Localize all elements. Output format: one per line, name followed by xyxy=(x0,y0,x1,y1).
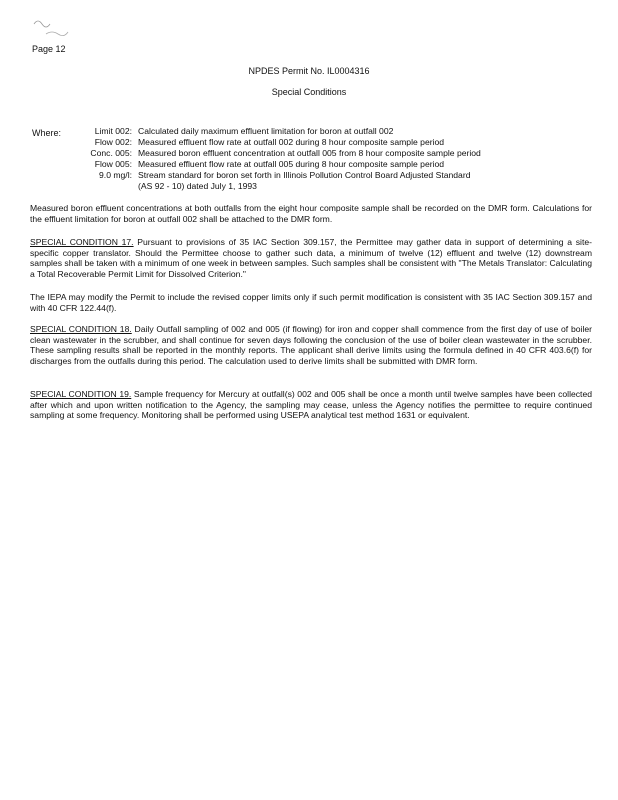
condition-label: SPECIAL CONDITION 19. xyxy=(30,389,132,399)
permit-modification-paragraph: The IEPA may modify the Permit to include the revised copper limits only if such permit modification is consistent with 35 IAC Section 309.157 and with 40 CFR 122.44(f). xyxy=(30,292,592,313)
definition-item-continuation xyxy=(78,181,548,192)
condition-text: Sample frequency for Mercury at outfall(s) 002 and 005 shall be once a month until twelve samples have been collected after which and upon written notification to the Agency, the sampling may cease, unless the Agency notifies the permittee to require continued sampling at some frequency. Monitoring shall be performed using USEPA analytical test method 1631 or equivalent. xyxy=(30,389,593,421)
condition-label: SPECIAL CONDITION 17. xyxy=(30,237,134,247)
definition-description: Calculated daily maximum effluent limitation for boron at outfall 002 xyxy=(138,126,394,136)
definition-item xyxy=(78,126,548,137)
special-condition-18 xyxy=(30,324,592,366)
where-label: Where: xyxy=(32,128,62,138)
definitions-list xyxy=(78,126,548,192)
definition-description: Measured effluent flow rate at outfall 002 during 8 hour composite sample period xyxy=(138,137,445,147)
special-condition-17 xyxy=(30,237,592,279)
definition-description: Measured effluent flow rate at outfall 005 during 8 hour composite sample period xyxy=(138,159,445,169)
definition-item xyxy=(78,159,548,170)
section-heading: Special Conditions xyxy=(271,87,347,97)
condition-label: SPECIAL CONDITION 18. xyxy=(30,324,132,334)
definition-term: Flow 005: xyxy=(94,159,132,169)
page-number: Page 12 xyxy=(32,44,66,54)
permit-number-heading: NPDES Permit No. IL0004316 xyxy=(248,66,370,76)
condition-text: Pursuant to provisions of 35 IAC Section 309.157, the Permittee may gather data in support of determining a site-specific copper translator. Should the Permittee choose to gather such data, a minimum of twelve (12) effluent and twelve (12) downstream samples shall be taken with a minimum of one week in between samples. Such samples shall be consistent with "The Metals Translator: Calculating a Total Recoverable Permit Limit for Dissolved Criterion." xyxy=(30,237,592,279)
definition-term: Conc. 005: xyxy=(90,148,132,158)
special-condition-19 xyxy=(30,389,592,421)
definition-description: Stream standard for boron set forth in Illinois Pollution Control Board Adjusted Standard xyxy=(138,170,471,180)
definition-term: Flow 002: xyxy=(94,137,132,147)
definition-item xyxy=(78,170,548,181)
boron-reporting-paragraph: Measured boron effluent concentrations at both outfalls from the eight hour composite sample shall be recorded on the DMR form. Calculations for the effluent limitation for boron at outfall 002 shall be attached to the DMR form. xyxy=(30,203,592,224)
definition-item xyxy=(78,137,548,148)
definition-term: Limit 002: xyxy=(94,126,132,136)
handwritten-mark xyxy=(32,14,92,40)
definition-description: (AS 92 - 10) dated July 1, 1993 xyxy=(138,181,257,191)
condition-text: Daily Outfall sampling of 002 and 005 (if flowing) for iron and copper shall commence from the first day of use of boiler clean wastewater in the scrubber, and shall continue for seven days following the conclusion of the use of boiler clean wastewater in the scrubber. These sampling results shall be reported in the monthly reports. The applicant shall derive limits using the formula defined in 40 CFR 403.6(f) for discharges from the outfalls during this period. The calculation used to derive limits shall be submitted with DMR form. xyxy=(30,324,592,366)
definition-term: 9.0 mg/l: xyxy=(99,170,132,180)
definition-item xyxy=(78,148,548,159)
definition-description: Measured boron effluent concentration at outfall 005 from 8 hour composite sample period xyxy=(138,148,481,158)
